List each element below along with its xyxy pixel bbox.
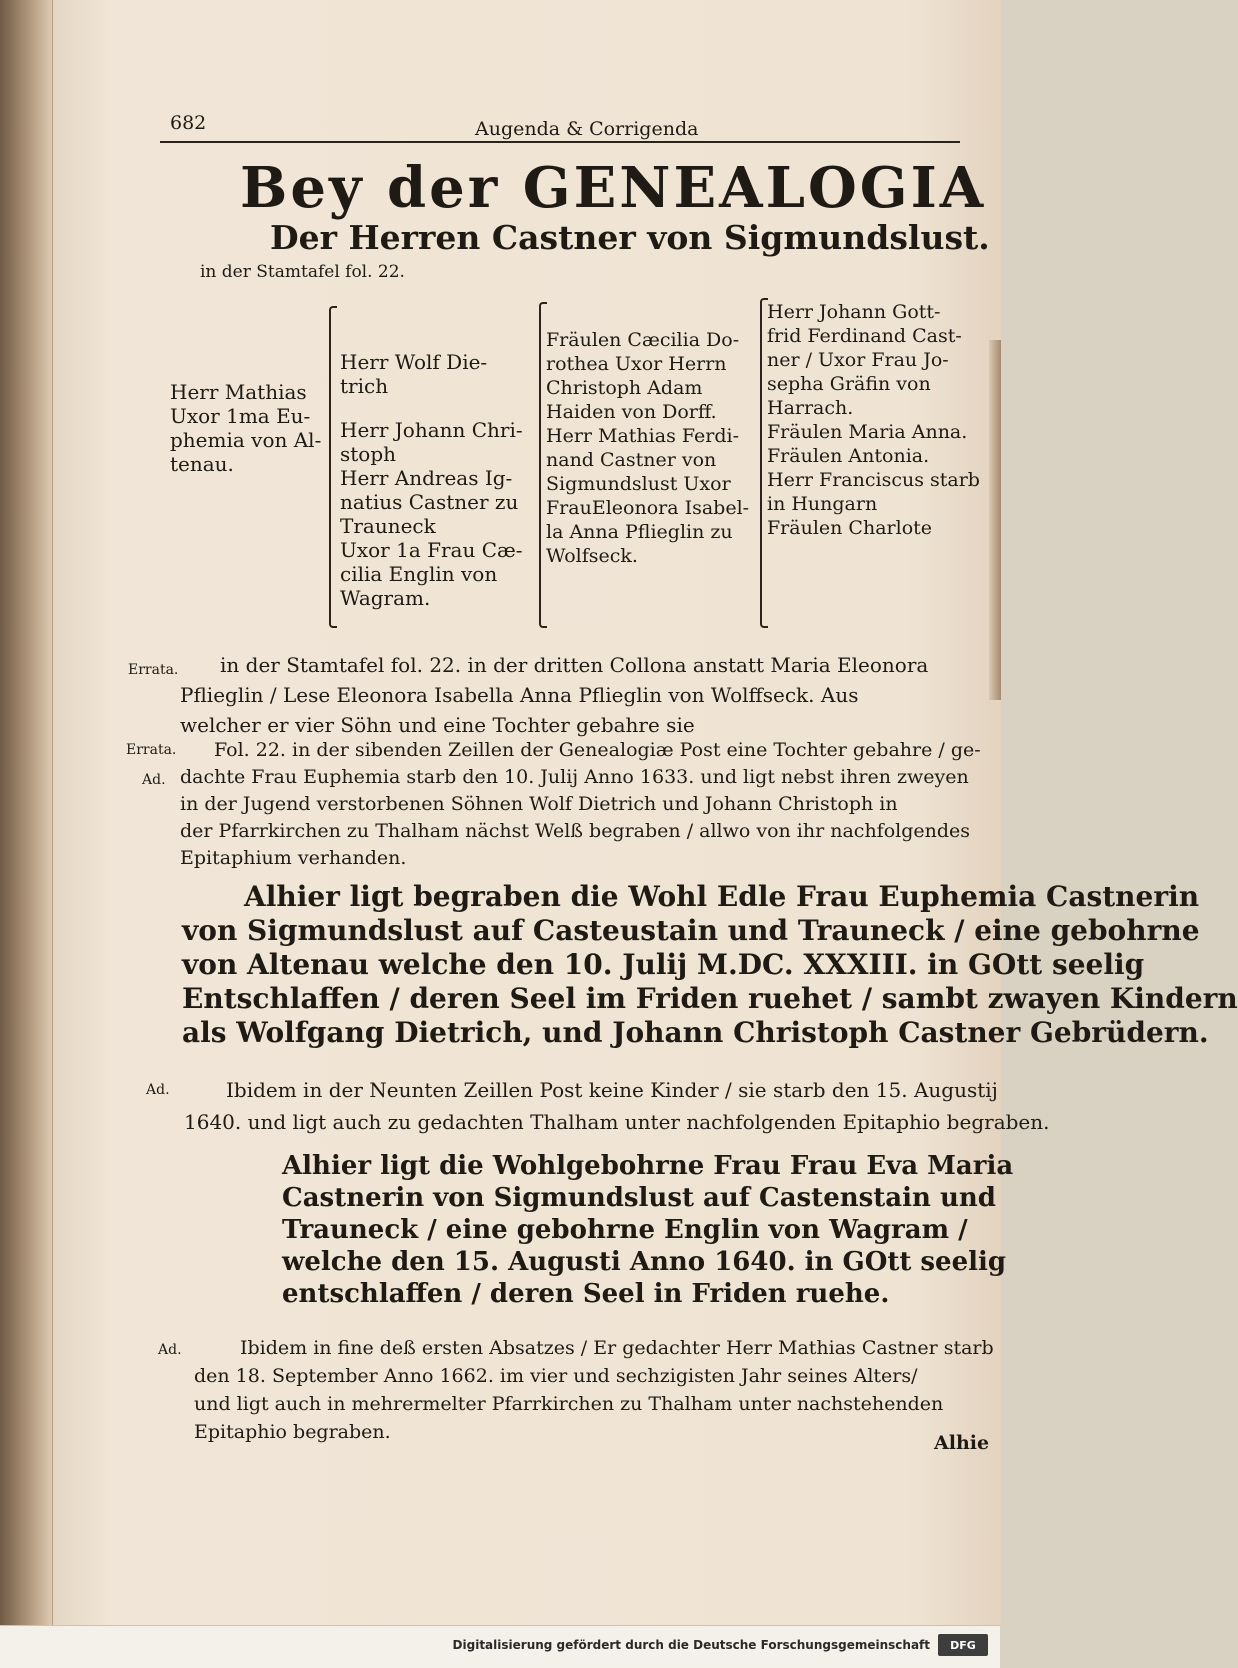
epitaph-1 xyxy=(182,880,1238,1050)
text-line: Trauneck / eine gebohrne Englin von Wagram / xyxy=(282,1215,968,1245)
book-spine xyxy=(0,0,58,1625)
ad-label: Ad. xyxy=(142,772,166,788)
text-line: der Pfarrkirchen zu Thalham nächst Welß begraben / allwo von ihr nachfolgendes xyxy=(180,820,971,842)
text-line: Pflieglin / Lese Eleonora Isabella Anna Pflieglin von Wolffseck. Aus xyxy=(180,683,859,707)
genealogy-col-1 xyxy=(170,380,321,476)
text-line: welche den 15. Augusti Anno 1640. in GOtt seelig xyxy=(282,1247,1007,1277)
ad-2-text xyxy=(184,1074,1050,1138)
genealogy-line: Wolfseck. xyxy=(546,545,638,567)
genealogy-line: nand Castner von xyxy=(546,449,717,471)
genealogy-line: Herr Andreas Ig- xyxy=(340,466,513,490)
text-line: als Wolfgang Dietrich, und Johann Christoph Castner Gebrüdern. xyxy=(182,1016,1209,1049)
genealogy-line: trich xyxy=(340,374,389,398)
page-edge xyxy=(989,340,1001,700)
genealogy-line: Fräulen Charlote xyxy=(767,517,933,539)
epitaph-2 xyxy=(282,1150,1013,1310)
text-line: Castnerin von Sigmundslust auf Castenstain und xyxy=(282,1183,996,1213)
text-line: von Sigmundslust auf Casteustain und Trauneck / eine gebohrne xyxy=(182,914,1200,947)
text-line: Ibidem in der Neunten Zeillen Post keine Kinder / sie starb den 15. Augustij xyxy=(226,1078,998,1102)
header-rule xyxy=(160,141,960,143)
text-line: und ligt auch in mehrermelter Pfarrkirchen zu Thalham unter nachstehenden xyxy=(194,1393,944,1415)
text-line: Alhier ligt begraben die Wohl Edle Frau Euphemia Castnerin xyxy=(244,880,1200,913)
errata-1-text xyxy=(180,650,929,740)
text-line: Entschlaffen / deren Seel im Friden ruehet / sambt zwayen Kindern xyxy=(182,982,1238,1015)
genealogy-col-3 xyxy=(546,328,749,568)
text-line: 1640. und ligt auch zu gedachten Thalham unter nachfolgenden Epitaphio begraben. xyxy=(184,1110,1050,1134)
text-line: in der Jugend verstorbenen Söhnen Wolf Dietrich und Johann Christoph in xyxy=(180,793,898,815)
text-line: von Altenau welche den 10. Julij M.DC. XXXIII. in GOtt seelig xyxy=(182,948,1145,981)
text-line: Ibidem in fine deß ersten Absatzes / Er gedachter Herr Mathias Castner starb xyxy=(240,1337,994,1359)
genealogy-line: Herr Johann Gott- xyxy=(767,301,941,323)
dfg-logo-icon: DFG xyxy=(938,1634,988,1656)
genealogy-line: Sigmundslust Uxor xyxy=(546,473,731,495)
page-title: Bey der GENEALOGIA xyxy=(240,155,987,221)
genealogy-line: Haiden von Dorff. xyxy=(546,401,717,423)
genealogy-line: ner / Uxor Frau Jo- xyxy=(767,349,949,371)
errata-2-text xyxy=(180,737,981,872)
genealogy-line: Uxor 1ma Eu- xyxy=(170,404,311,428)
ad-label: Ad. xyxy=(146,1082,170,1098)
text-line: in der Stamtafel fol. 22. in der dritten Collona anstatt Maria Eleonora xyxy=(220,653,929,677)
page-subtitle: Der Herren Castner von Sigmundslust. xyxy=(270,218,990,257)
genealogy-line: rothea Uxor Herrn xyxy=(546,353,727,375)
running-head: Augenda & Corrigenda xyxy=(475,118,699,140)
catchword: Alhie xyxy=(934,1432,990,1454)
genealogy-line: Harrach. xyxy=(767,397,854,419)
text-line: Epitaphio begraben. xyxy=(194,1421,391,1443)
text-line: Epitaphium verhanden. xyxy=(180,847,407,869)
text-line: Alhier ligt die Wohlgebohrne Frau Frau Eva Maria xyxy=(282,1151,1014,1181)
genealogy-line: natius Castner zu xyxy=(340,490,519,514)
genealogy-line: Christoph Adam xyxy=(546,377,703,399)
genealogy-col-2 xyxy=(340,350,523,610)
title-location: in der Stamtafel fol. 22. xyxy=(200,262,405,282)
genealogy-line: Trauneck xyxy=(340,514,436,538)
page-number: 682 xyxy=(170,112,207,134)
genealogy-line: phemia von Al- xyxy=(170,428,322,452)
text-line: entschlaffen / deren Seel in Friden ruehe. xyxy=(282,1279,890,1309)
genealogy-line: cilia Englin von xyxy=(340,562,498,586)
text-line: Fol. 22. in der sibenden Zeillen der Genealogiæ Post eine Tochter gebahre / ge- xyxy=(214,739,981,761)
genealogy-line: tenau. xyxy=(170,452,234,476)
errata-label: Errata. xyxy=(128,662,179,678)
genealogy-line: sepha Gräfin von xyxy=(767,373,931,395)
text-line: den 18. September Anno 1662. im vier und sechzigisten Jahr seines Alters/ xyxy=(194,1365,918,1387)
page-header xyxy=(160,110,965,150)
genealogy-line: Fräulen Maria Anna. xyxy=(767,421,968,443)
genealogy-line: Herr Franciscus starb xyxy=(767,469,980,491)
genealogy-line: Herr Wolf Die- xyxy=(340,350,488,374)
digitization-footer xyxy=(0,1625,1000,1668)
genealogy-line: Herr Mathias xyxy=(170,380,307,404)
ad-label: Ad. xyxy=(158,1342,182,1358)
genealogy-line: Fräulen Cæcilia Do- xyxy=(546,329,740,351)
genealogy-line: Herr Johann Chri- xyxy=(340,418,523,442)
genealogy-col-4 xyxy=(767,300,980,540)
genealogy-line: Fräulen Antonia. xyxy=(767,445,930,467)
genealogy-line: frid Ferdinand Cast- xyxy=(767,325,962,347)
genealogy-line: la Anna Pflieglin zu xyxy=(546,521,733,543)
errata-label: Errata. xyxy=(126,742,177,758)
genealogy-line: Herr Mathias Ferdi- xyxy=(546,425,739,447)
genealogy-line: Wagram. xyxy=(340,586,431,610)
genealogy-line: Uxor 1a Frau Cæ- xyxy=(340,538,523,562)
genealogy-line: stoph xyxy=(340,442,397,466)
bracket-1 xyxy=(329,306,337,628)
ad-3-text xyxy=(194,1334,994,1446)
genealogy-line: in Hungarn xyxy=(767,493,878,515)
text-line: welcher er vier Söhn und eine Tochter gebahre sie xyxy=(180,713,695,737)
footer-text: Digitalisierung gefördert durch die Deutsche Forschungsgemeinschaft xyxy=(452,1638,930,1652)
text-line: dachte Frau Euphemia starb den 10. Julij Anno 1633. und ligt nebst ihren zweyen xyxy=(180,766,969,788)
genealogy-line: FrauEleonora Isabel- xyxy=(546,497,750,519)
